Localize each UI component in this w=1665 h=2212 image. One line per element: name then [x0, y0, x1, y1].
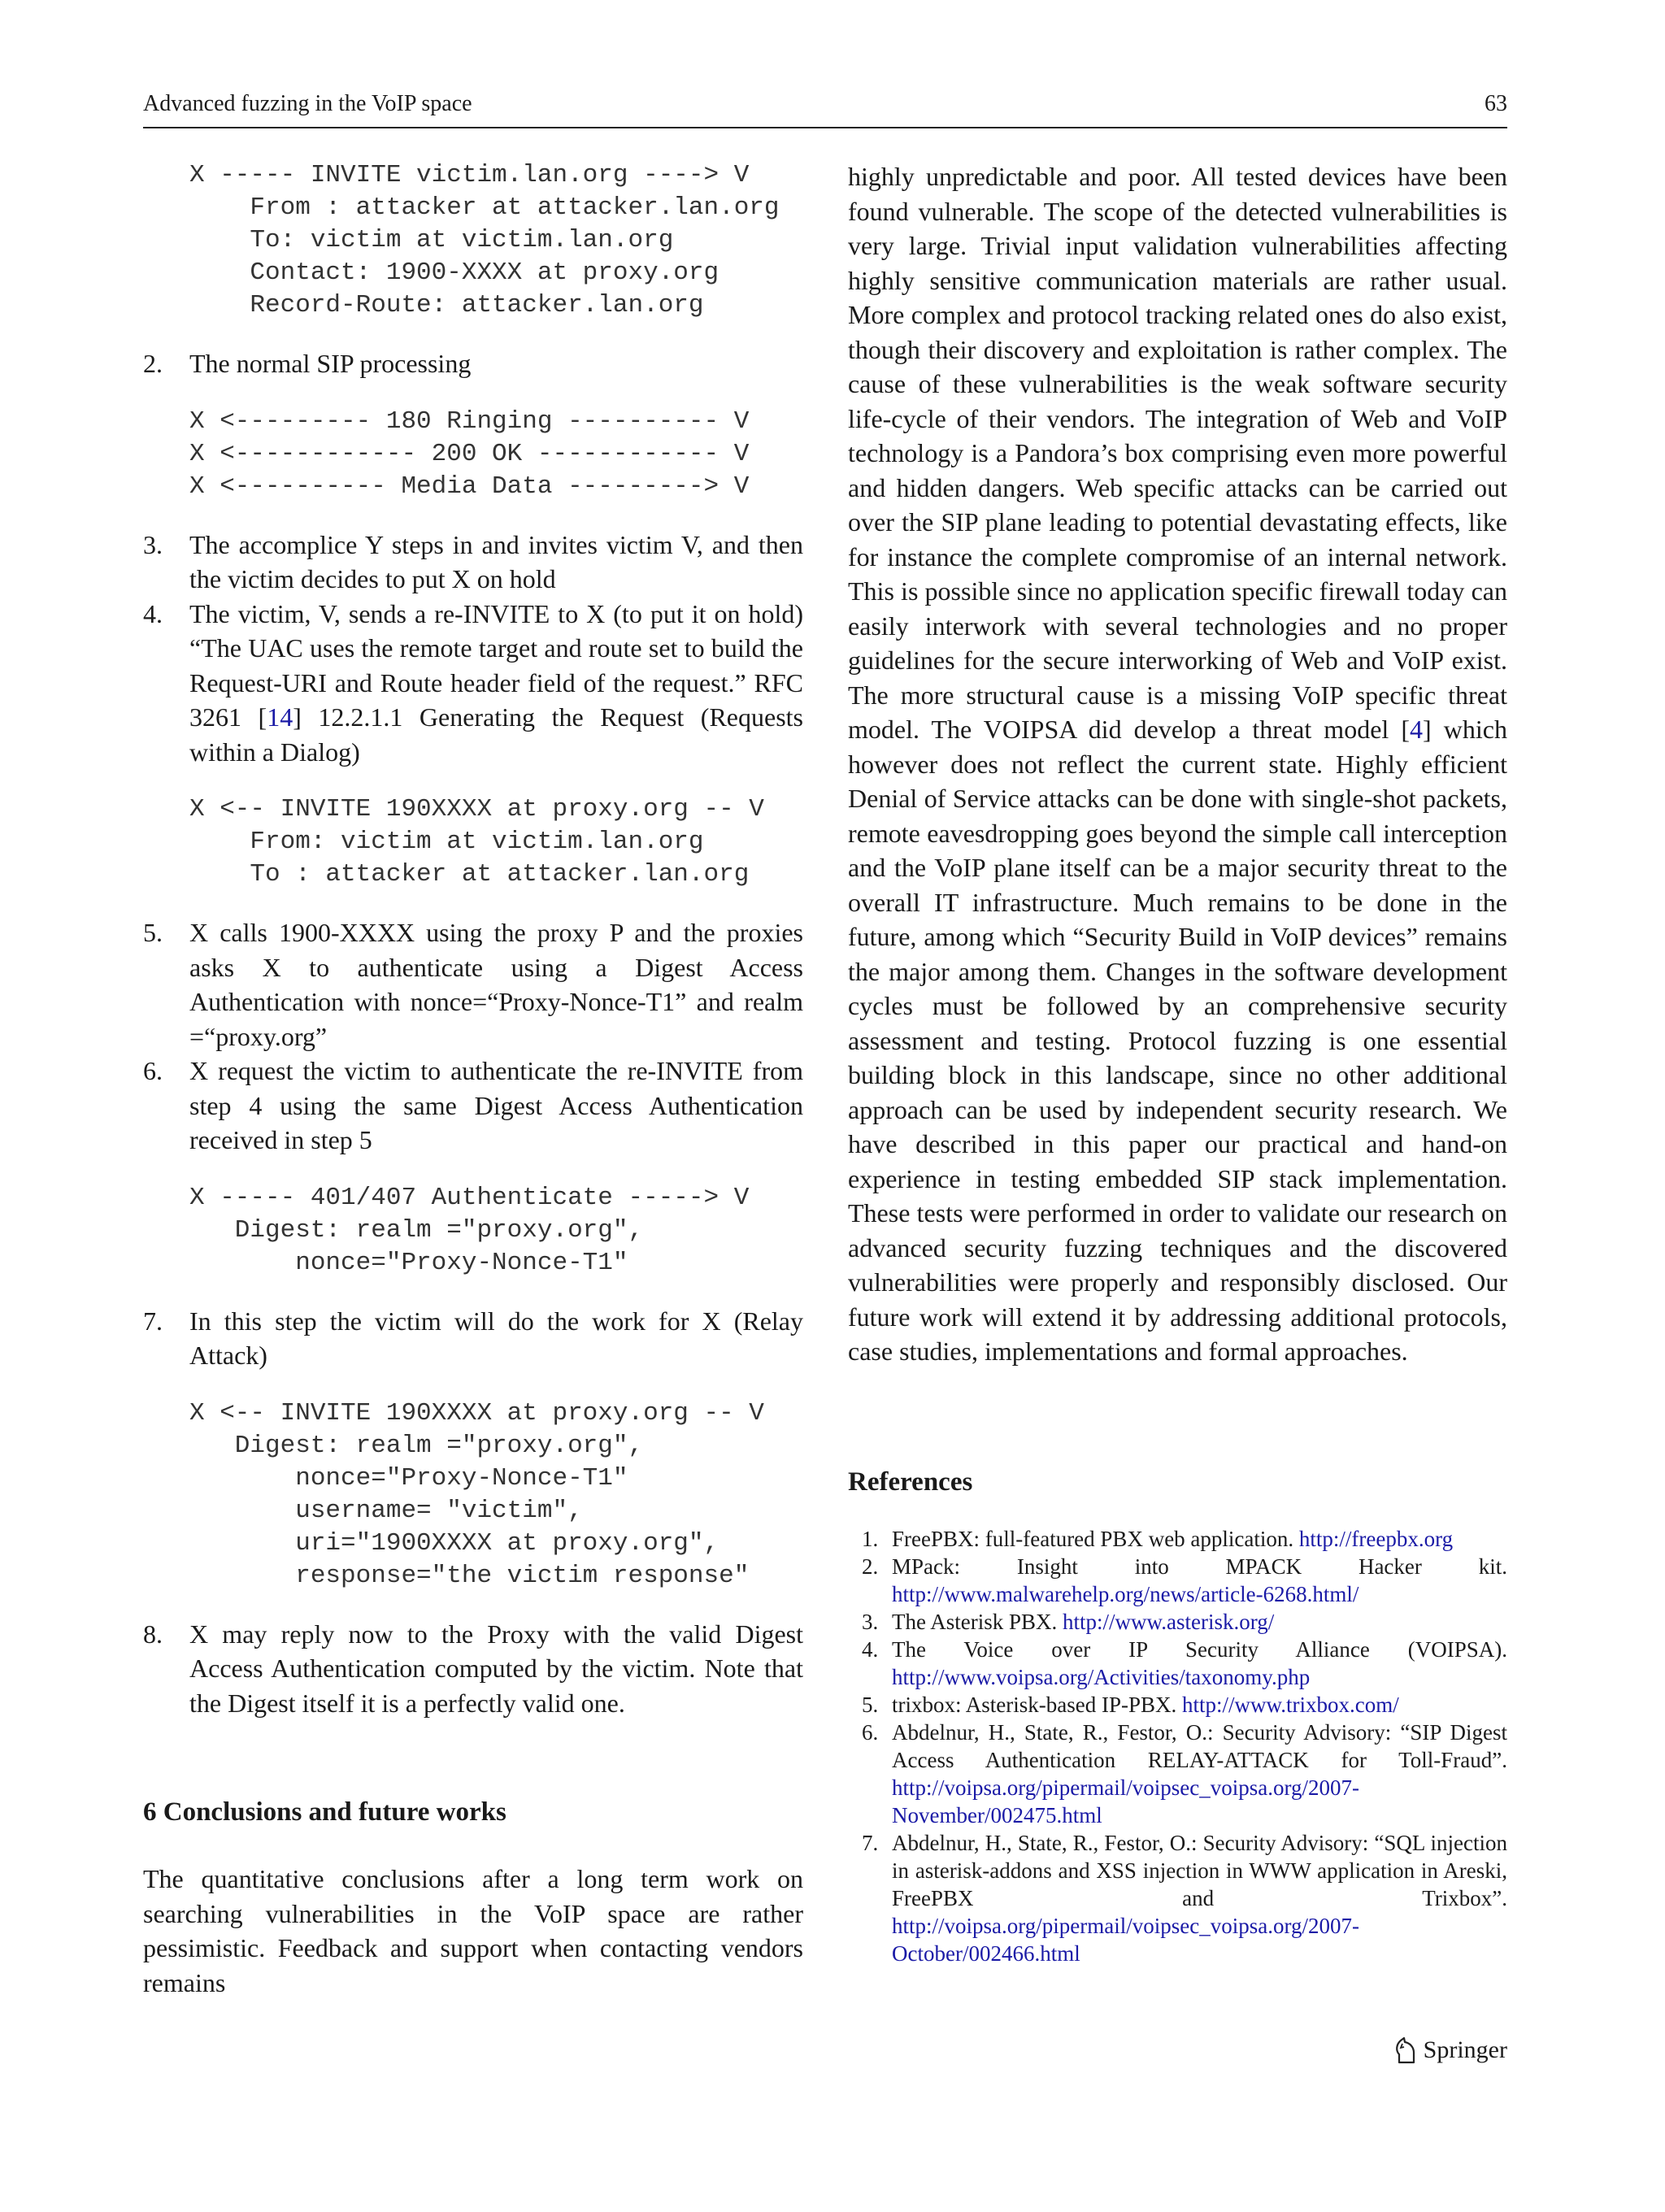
publisher-name: Springer — [1423, 2036, 1507, 2063]
publisher-footer — [1393, 2034, 1507, 2066]
code-block-authenticate: X ----- 401/407 Authenticate -----> V Digest: realm ="proxy.org", nonce="Proxy-Nonce-T1" — [189, 1183, 750, 1277]
code-block-invite: X ----- INVITE victim.lan.org ----> V From : attacker at attacker.lan.org To: victim at victim.lan.org Contact: 1900-XXXX at proxy.org Record-Route: attacker.lan.org — [189, 161, 780, 319]
reference-number: 7. — [862, 1830, 879, 1855]
step-number: 2. — [143, 349, 163, 378]
step-3 — [143, 528, 803, 597]
reference-number: 4. — [862, 1636, 879, 1662]
reference-number: 1. — [862, 1526, 879, 1551]
citation-link[interactable]: 4 — [1410, 715, 1424, 744]
reference-url[interactable]: http://voipsa.org/pipermail/voipsec_voipsa.org/2007-November/002475.html — [892, 1775, 1359, 1827]
right-column — [848, 159, 1507, 1967]
reference-item — [848, 1608, 1507, 1636]
step-6 — [143, 1054, 803, 1158]
references-list — [848, 1525, 1507, 1967]
step-number: 4. — [143, 598, 163, 628]
reference-text: The Voice over IP Security Alliance (VOIPSA). — [892, 1636, 1507, 1662]
page-number: 63 — [1485, 91, 1507, 116]
reference-item — [848, 1719, 1507, 1829]
reference-text: Abdelnur, H., State, R., Festor, O.: Security Advisory: “SIP Digest Access Authentication RELAY-ATTACK for Toll-Fraud”. — [892, 1719, 1507, 1772]
reference-item — [848, 1525, 1507, 1553]
reference-number: 2. — [862, 1554, 879, 1579]
reference-url[interactable]: http://freepbx.org — [1298, 1526, 1454, 1551]
code-block-relay-invite: X <-- INVITE 190XXXX at proxy.org -- V Digest: realm ="proxy.org", nonce="Proxy-Nonce-T1" username= "victim", uri="1900XXXX at proxy.org", response="the victim response" — [189, 1398, 764, 1590]
reference-text: FreePBX: full-featured PBX web application. — [892, 1526, 1299, 1551]
reference-url[interactable]: http://www.voipsa.org/Activities/taxonomy.php — [892, 1664, 1311, 1689]
step-text: The victim, V, sends a re-INVITE to X (to put it on hold) “The UAC uses the remote target and route set to build the Request-URI and Route header field of the request.” RFC 3261 [14] 12.2.1.1 Generating the Request (Requests within a Dialog) — [189, 598, 804, 767]
step-number: 3. — [143, 529, 163, 559]
reference-number: 6. — [862, 1719, 879, 1745]
step-text: X calls 1900-XXXX using the proxy P and the proxies asks X to authenticate using a Digest Access Authentication with nonce=“Proxy-Nonce-T1” and realm =“proxy.org” — [189, 918, 803, 1051]
running-header — [143, 88, 1507, 128]
step-4 — [143, 597, 803, 770]
reference-text: Abdelnur, H., State, R., Festor, O.: Security Advisory: “SQL injection in asterisk-addons and XSS injection in WWW application in Areski, FreePBX and Trixbox”. — [892, 1830, 1507, 1910]
reference-item — [848, 1636, 1507, 1691]
step-8 — [143, 1617, 803, 1721]
reference-text: trixbox: Asterisk-based IP-PBX. — [892, 1692, 1182, 1717]
step-text: X request the victim to authenticate the re-INVITE from step 4 using the same Digest Access Authentication received in step 5 — [189, 1056, 803, 1154]
step-5 — [143, 915, 803, 1054]
code-block-reinvite: X <-- INVITE 190XXXX at proxy.org -- V From: victim at victim.lan.org To : attacker at attacker.lan.org — [189, 795, 764, 889]
reference-url[interactable]: http://voipsa.org/pipermail/voipsec_voipsa.org/2007-October/002466.html — [892, 1913, 1359, 1966]
running-title: Advanced fuzzing in the VoIP space — [143, 91, 472, 116]
step-number: 5. — [143, 918, 163, 947]
springer-horse-icon — [1393, 2036, 1417, 2064]
reference-text: The Asterisk PBX. — [892, 1609, 1063, 1634]
reference-item — [848, 1829, 1507, 1967]
section-heading: 6 Conclusions and future works — [143, 1797, 506, 1827]
step-text: In this step the victim will do the work for X (Relay Attack) — [189, 1306, 803, 1370]
step-number: 8. — [143, 1619, 163, 1649]
conclusion-paragraph-start: The quantitative conclusions after a long term work on searching vulnerabilities in the VoIP space are rather pessimistic. Feedback and support when contacting vendors remains — [143, 1864, 803, 1997]
conclusion-paragraph-continued: highly unpredictable and poor. All tested devices have been found vulnerable. The scope of the detected vulnerabilities is very large. Trivial input validation vulnerabilities affecting highly sensitive communication materials are rather usual. More complex and protocol tracking related ones do also exist, though their discovery and exploitation is rather complex. The cause of these vulnerabilities is the weak software security life-cycle of their vendors. The integration of Web and VoIP technology is a Pandora’s box comprising even more powerful and hidden dangers. Web specific attacks can be carried out over the SIP plane leading to potential devastating effects, like for instance the complete compromise of an internal network. This is possible since no application specific firewall today can easily interwork with several technologies and no proper guidelines for the secure interworking of Web and VoIP exist. The more structural cause is a missing VoIP specific threat model. The VOIPSA did develop a threat model [4] which however does not reflect the current state. Highly efficient Denial of Service attacks can be done with single-shot packets, remote eavesdropping goes beyond the simple call interception and the VoIP plane itself can be a major security threat to the overall IT infrastructure. Much remains to be done in the future, among which “Security Build in VoIP devices” remains the major among them. Changes in the software development cycles must be followed by an comprehensive security assessment and testing. Protocol fuzzing is one essential building block in this landscape, since no other additional approach can be used by independent security research. We have described in this paper our practical and hand-on experience in testing embedded SIP stack implementation. These tests were performed in order to validate our research on advanced security fuzzing techniques and the discovered vulnerabilities were properly and responsibly disclosed. Our future work will extend it by addressing additional protocols, case studies, implementations and formal approaches. — [848, 162, 1508, 1366]
reference-url[interactable]: http://www.malwarehelp.org/news/article-6268.html/ — [892, 1581, 1359, 1606]
step-number: 7. — [143, 1306, 163, 1336]
step-text: The accomplice Y steps in and invites victim V, and then the victim decides to put X on hold — [189, 529, 803, 593]
step-text: The normal SIP processing — [189, 349, 472, 378]
reference-item — [848, 1691, 1507, 1719]
step-2 — [143, 346, 803, 381]
step-number: 6. — [143, 1056, 163, 1085]
reference-url[interactable]: http://www.trixbox.com/ — [1182, 1692, 1399, 1717]
reference-url[interactable]: http://www.asterisk.org/ — [1063, 1609, 1275, 1634]
left-column — [143, 159, 803, 2000]
reference-number: 5. — [862, 1692, 879, 1717]
step-text: X may reply now to the Proxy with the valid Digest Access Authentication computed by the victim. Note that the Digest itself it is a perfectly valid one. — [189, 1619, 803, 1718]
step-7 — [143, 1304, 803, 1373]
reference-number: 3. — [862, 1609, 879, 1634]
code-block-sip-processing: X <--------- 180 Ringing ---------- V X <------------ 200 OK ------------ V X <---------- Media Data ---------> V — [189, 406, 750, 501]
reference-text: MPack: Insight into MPACK Hacker kit. — [892, 1554, 1507, 1579]
citation-link[interactable]: 14 — [267, 702, 293, 732]
reference-item — [848, 1553, 1507, 1608]
references-heading: References — [848, 1467, 973, 1497]
